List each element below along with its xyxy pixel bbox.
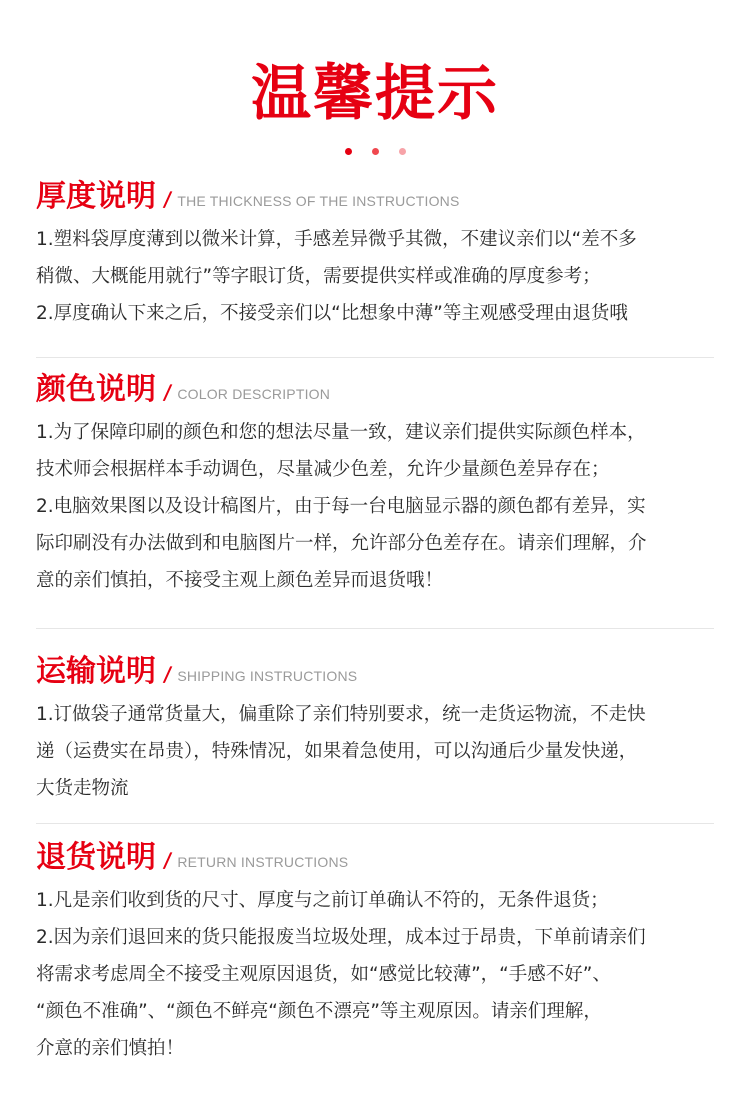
- page-title: 温馨提示: [251, 59, 499, 129]
- section-title: 颜色说明: [36, 372, 156, 407]
- section-subtitle: SHIPPING INSTRUCTIONS: [177, 668, 358, 684]
- body-line: 递（运费实在昂贵），特殊情况，如果着急使用，可以沟通后少量发快递，: [36, 741, 638, 762]
- body-line: 1.凡是亲们收到货的尺寸、厚度与之前订单确认不符的，无条件退货；: [36, 890, 609, 911]
- section-divider: [36, 628, 714, 629]
- section-subtitle: COLOR DESCRIPTION: [177, 386, 331, 402]
- body-line: 介意的亲们慎拍！: [36, 1038, 185, 1059]
- section-divider: [36, 357, 714, 358]
- body-line: 2.电脑效果图以及设计稿图片，由于每一台电脑显示器的颜色都有差异，实: [36, 496, 646, 517]
- dot-1: [345, 148, 352, 155]
- body-line: “颜色不准确”、“颜色不鲜亮“颜色不漂亮”等主观原因。请亲们理解，: [36, 1001, 602, 1022]
- section-body: [36, 414, 714, 599]
- slash-divider: /: [162, 662, 173, 686]
- body-line: 际印刷没有办法做到和电脑图片一样，允许部分色差存在。请亲们理解，介: [36, 533, 647, 554]
- section-title: 退货说明: [36, 840, 156, 875]
- dot-2: [372, 148, 379, 155]
- body-line: 1.订做袋子通常货量大，偏重除了亲们特别要求，统一走货运物流，不走快: [36, 704, 646, 725]
- body-line: 意的亲们慎拍，不接受主观上颜色差异而退货哦！: [36, 570, 444, 591]
- section-body: [36, 882, 714, 1067]
- body-line: 2.因为亲们退回来的货只能报废当垃圾处理，成本过于昂贵，下单前请亲们: [36, 927, 646, 948]
- section-title: 运输说明: [36, 654, 156, 689]
- section-header: [36, 838, 714, 878]
- body-line: 稍微、大概能用就行”等字眼订货，需要提供实样或准确的厚度参考；: [36, 266, 601, 287]
- body-line: 大货走物流: [36, 778, 129, 799]
- body-line: 2.厚度确认下来之后，不接受亲们以“比想象中薄”等主观感受理由退货哦: [36, 303, 628, 324]
- decorative-dots: [0, 148, 750, 155]
- body-line: 1.为了保障印刷的颜色和您的想法尽量一致，建议亲们提供实际颜色样本，: [36, 422, 646, 443]
- section-color: [36, 370, 714, 599]
- section-subtitle: RETURN INSTRUCTIONS: [177, 854, 349, 870]
- section-header: [36, 652, 714, 692]
- section-header: [36, 370, 714, 410]
- section-header: [36, 177, 714, 217]
- slash-divider: /: [162, 187, 173, 211]
- section-subtitle: THE THICKNESS OF THE INSTRUCTIONS: [177, 193, 460, 209]
- slash-divider: /: [162, 848, 173, 872]
- section-title: 厚度说明: [36, 179, 156, 214]
- section-return: [36, 838, 714, 1067]
- section-body: [36, 221, 714, 332]
- slash-divider: /: [162, 380, 173, 404]
- dot-3: [399, 148, 406, 155]
- section-shipping: [36, 652, 714, 807]
- section-thickness: [36, 177, 714, 332]
- section-body: [36, 696, 714, 807]
- body-line: 技术师会根据样本手动调色，尽量减少色差，允许少量颜色差异存在；: [36, 459, 610, 480]
- body-line: 1.塑料袋厚度薄到以微米计算，手感差异微乎其微，不建议亲们以“差不多: [36, 229, 637, 250]
- body-line: 将需求考虑周全不接受主观原因退货，如“感觉比较薄”，“手感不好”、: [36, 964, 611, 985]
- section-divider: [36, 823, 714, 824]
